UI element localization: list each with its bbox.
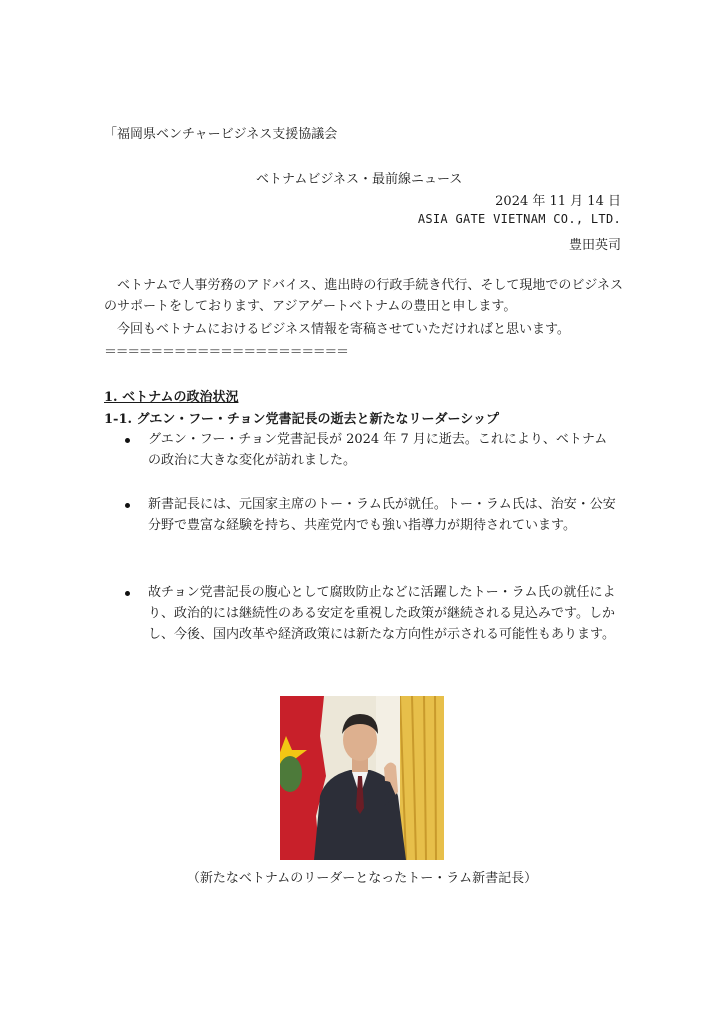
newsletter-title: ベトナムビジネス・最前線ニュース (256, 172, 463, 187)
author-name: 豊田英司 (568, 238, 621, 253)
leader-portrait-image (280, 696, 444, 860)
section-subheading: 1-1. グエン・フー・チョン党書記長の逝去と新たなリーダーシップ (104, 412, 499, 427)
separator-line: ＝＝＝＝＝＝＝＝＝＝＝＝＝＝＝＝＝＝＝＝＝ (104, 345, 348, 360)
photo-caption: （新たなベトナムのリーダーとなったトー・ラム新書記長） (186, 871, 538, 886)
intro-paragraph-2: 今回もベトナムにおけるビジネス情報を寄稿させていただければと思います。 (117, 322, 570, 337)
bullet-text: 新書記長には、元国家主席のトー・ラム氏が就任。トー・ラム氏は、治安・公安分野で豊富な経験を持ち、共産党内でも強い指導力が期待されています。 (148, 497, 616, 533)
bullet-text: 故チョン党書記長の腹心として腐敗防止などに活躍したトー・ラム氏の就任により、政治的には継続性のある安定を重視した政策が継続される見込みです。しかし、今後、国内改革や経済政策には新たな方向性が示される可能性もあります。 (148, 585, 616, 642)
bullet-text: グエン・フー・チョン党書記長が 2024 年 7 月に逝去。これにより、ベトナムの政治に大きな変化が訪れました。 (148, 432, 608, 468)
company-name: ASIA GATE VIETNAM CO., LTD. (417, 212, 621, 226)
section-heading: 1. ベトナムの政治状況 (104, 390, 239, 405)
leader-photo (280, 696, 444, 860)
bullet-icon (125, 591, 130, 596)
bullet-icon (125, 503, 130, 508)
issue-date: 2024 年 11 月 14 日 (495, 194, 621, 209)
intro-paragraph-1: ベトナムで人事労務のアドバイス、進出時の行政手続き代行、そして現地でのビジネスのサポートをしております、アジアゲートベトナムの豊田と申します。 (104, 278, 623, 314)
bullet-icon (125, 438, 130, 443)
recipient-line: 「福岡県ベンチャービジネス支援協議会 (104, 127, 338, 142)
